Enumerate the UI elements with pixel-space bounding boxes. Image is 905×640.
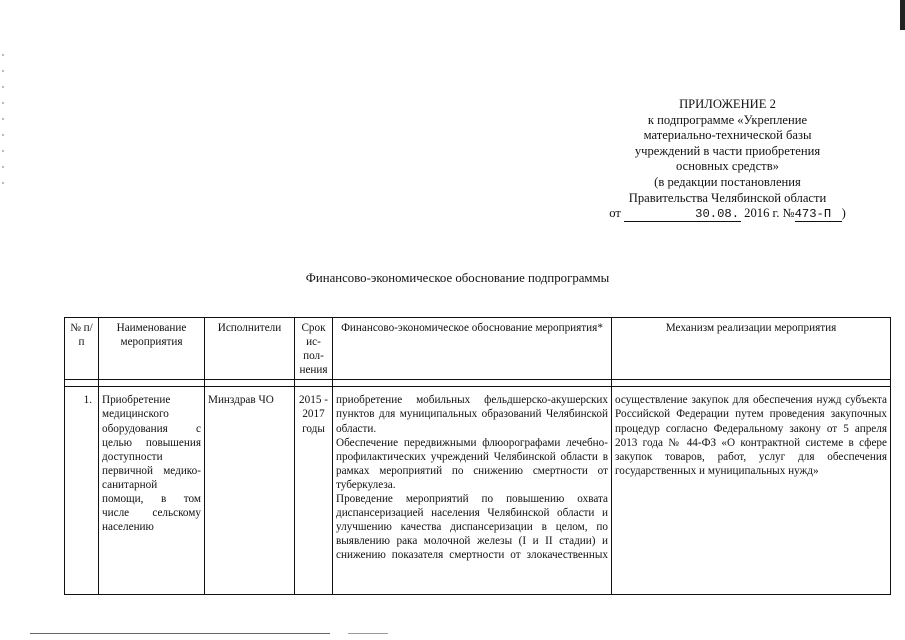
year-text: 2016 г. № <box>744 206 795 221</box>
annex-line: к подпрограмме «Укрепление <box>647 112 808 127</box>
annex-header <box>560 97 895 222</box>
cell-mechanism: осуществление закупок для обеспечения нужд субъекта Российской Федерации путем проведения закупочных процедур согласно Федеральному закону от 5 апреля 2013 года № 44-ФЗ «О контрактной системе в сфере закупок товаров, работ, услуг для обеспечения государственных и муниципальных нужд» <box>612 387 891 595</box>
table-spacer-row <box>65 380 891 387</box>
scan-edge-mark <box>900 0 905 30</box>
cell-name: Приобретение медицинского оборудования с целью повышения доступности первичной медико-санитарной помощи, в том числе сельскому населению <box>99 387 205 595</box>
scan-bottom-line <box>30 633 330 634</box>
cell-num: 1. <box>65 387 99 595</box>
cell-term: 2015 - 2017 годы <box>295 387 333 595</box>
table-row <box>65 387 891 595</box>
header-num: № п/п <box>65 318 99 380</box>
justification-paragraph: Проведение мероприятий по повышению охвата диспансеризацией населения Челябинской области и улучшению качества диспансеризации в целом, по выявлению рака молочной железы (I и II стадии) и снижению показателя смертности от злокачественных <box>336 493 608 562</box>
closing-paren: ) <box>841 206 846 221</box>
justification-paragraph: Обеспечение передвижными флюорографами лечебно-профилактических учреждений Челябинской области в рамках мероприятий по снижению смертности от туберкулеза. <box>336 436 608 491</box>
cell-executors: Минздрав ЧО <box>205 387 295 595</box>
date-field: 30.08. <box>624 208 741 222</box>
justification-table <box>64 317 891 595</box>
date-prefix: от <box>609 206 621 221</box>
scan-margin-dots <box>2 40 8 240</box>
annex-date-line <box>560 206 895 222</box>
annex-line: материально-технической базы <box>643 128 812 143</box>
number-field: 473-П <box>795 208 842 222</box>
header-mechanism: Механизм реализации мероприятия <box>612 318 891 380</box>
annex-line: (в редакции постановления <box>654 174 801 189</box>
annex-title: ПРИЛОЖЕНИЕ 2 <box>679 97 776 111</box>
header-term: Срок ис- пол- нения <box>295 318 333 380</box>
annex-line: основных средств» <box>676 159 779 174</box>
scan-bottom-line <box>348 633 388 634</box>
cell-justification <box>333 387 612 595</box>
annex-line: Правительства Челябинской области <box>628 190 827 205</box>
justification-paragraph: приобретение мобильных фельдшерско-акушерских пунктов для муниципальных образований Челябинской области. <box>336 394 608 435</box>
header-name: Наименование мероприятия <box>99 318 205 380</box>
header-justification: Финансово-экономическое обоснование мероприятия* <box>333 318 612 380</box>
document-title: Финансово-экономическое обоснование подпрограммы <box>305 271 610 285</box>
table-header-row <box>65 318 891 380</box>
annex-line: учреждений в части приобретения <box>634 143 821 158</box>
header-executors: Исполнители <box>205 318 295 380</box>
